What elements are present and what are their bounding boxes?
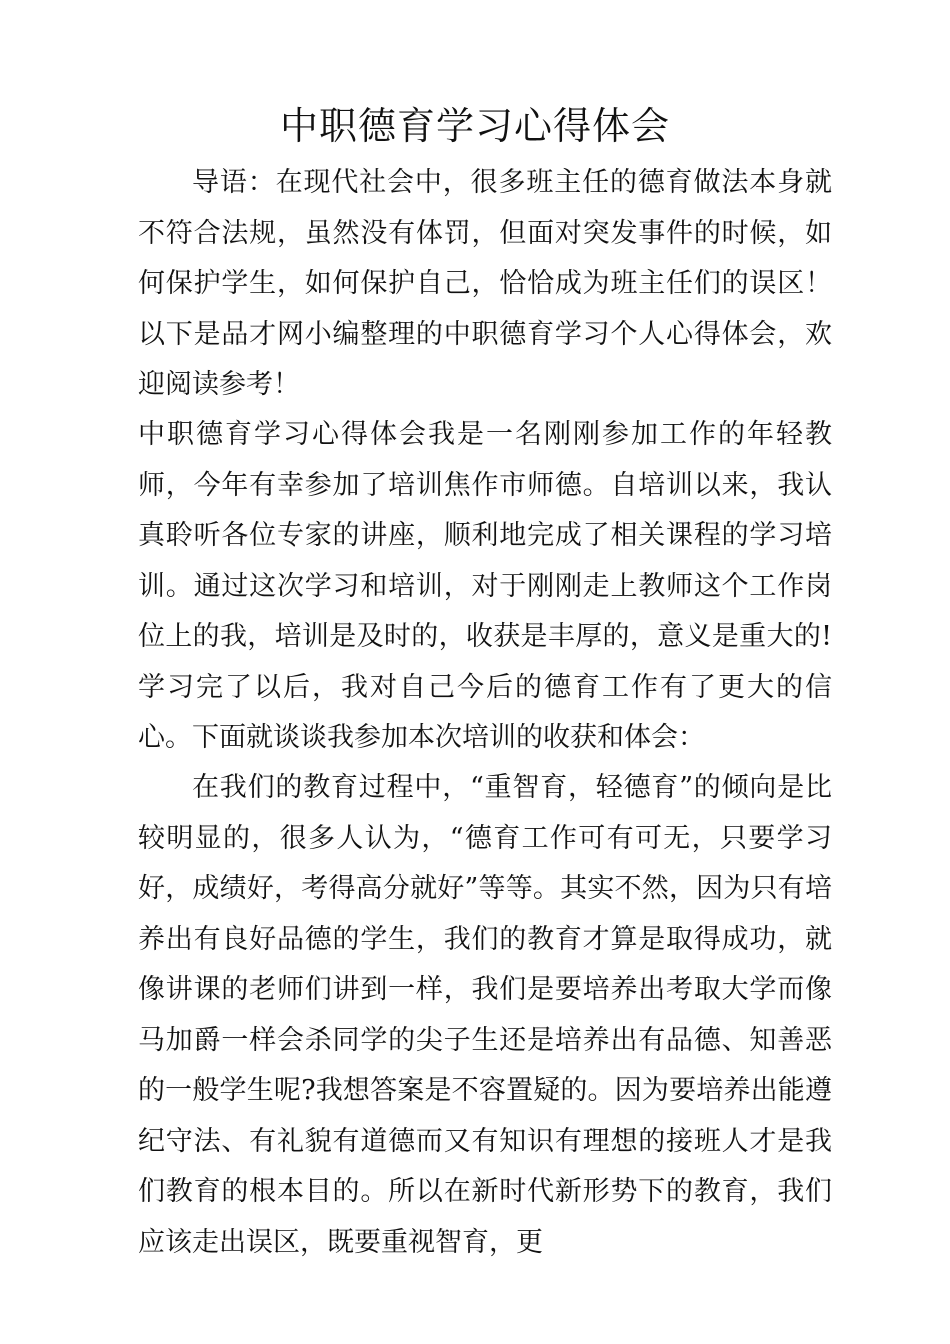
body-paragraph-1: 中职德育学习心得体会我是一名刚刚参加工作的年轻教师，今年有幸参加了培训焦作市师德。自培训以来，我认真聆听各位专家的讲座，顺利地完成了相关课程的学习培训。通过这次学习和培训，对于刚刚走上教师这个工作岗位上的我，培训是及时的，收获是丰厚的，意义是重大的!学习完了以后，我对自己今后的德育工作有了更大的信心。下面就谈谈我参加本次培训的收获和体会： — [138, 419, 832, 753]
intro-paragraph: 导语：在现代社会中，很多班主任的德育做法本身就不符合法规，虽然没有体罚，但面对突发事件的时候，如何保护学生，如何保护自己，恰恰成为班主任们的误区！以下是品才网小编整理的中职德育学习个人心得体会，欢迎阅读参考！ — [138, 167, 832, 400]
document-title: 中职德育学习心得体会 — [279, 104, 670, 148]
body-paragraph-2: 在我们的教育过程中，“重智育，轻德育”的倾向是比较明显的，很多人认为，“德育工作可有可无，只要学习好，成绩好，考得高分就好”等等。其实不然，因为只有培养出有良好品德的学生，我们的教育才算是取得成功，就像讲课的老师们讲到一样，我们是要培养出考取大学而像马加爵一样会杀同学的尖子生还是培养出有品德、知善恶的一般学生呢?我想答案是不容置疑的。因为要培养出能遵纪守法、有礼貌有道德而又有知识有理想的接班人才是我们教育的根本目的。所以在新时代新形势下的教育，我们应该走出误区，既要重视智育，更 — [138, 772, 832, 1258]
